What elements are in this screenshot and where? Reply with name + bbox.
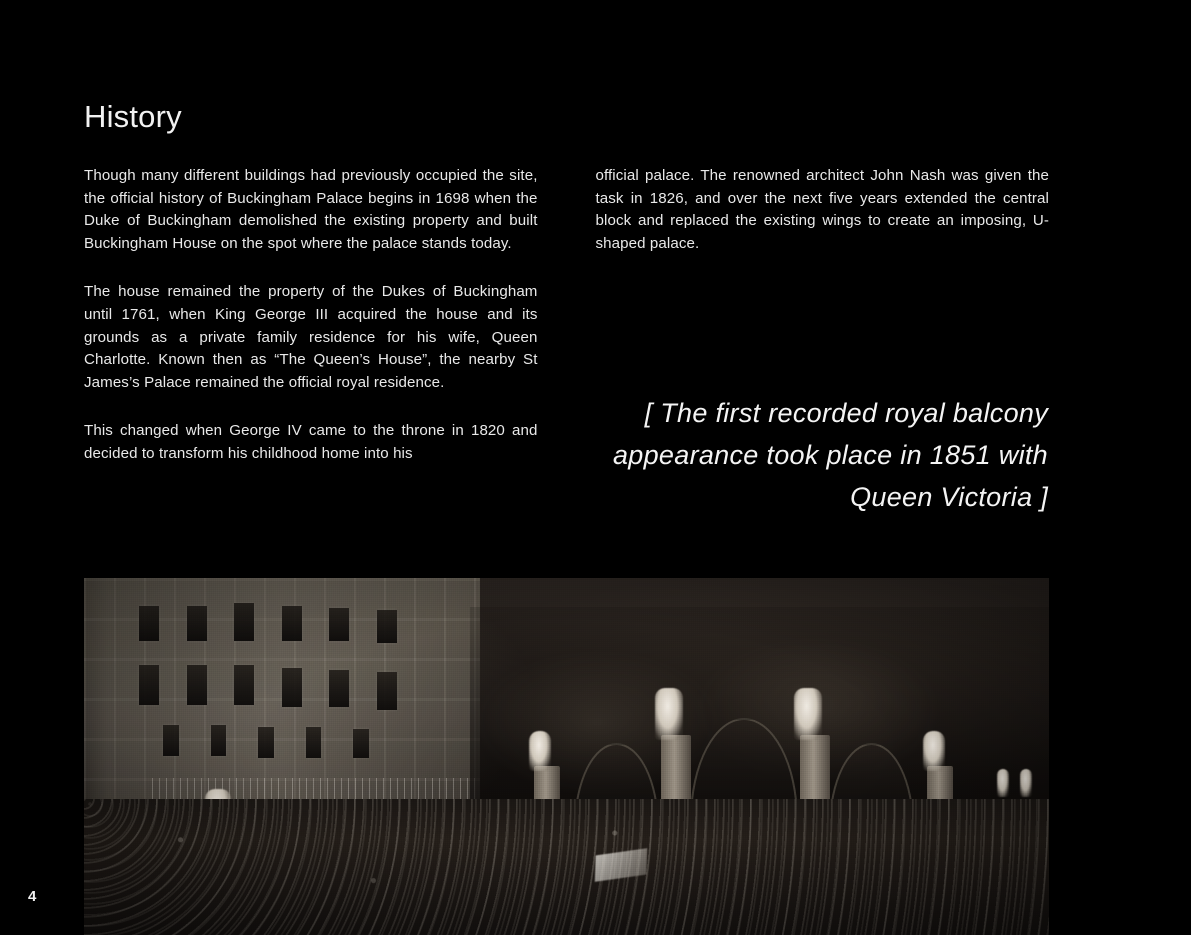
pull-quote: [ The first recorded royal balcony appearance took place in 1851 with Queen Victoria ] xyxy=(612,398,1048,512)
paragraph: Though many different buildings had previously occupied the site, the official history of Buckingham Palace begins in 1698 when the Duke of Buckingham demolished the existing property and built Buckingham House on the spot where the palace stands today. xyxy=(84,167,538,252)
paragraph: This changed when George IV came to the throne in 1820 and decided to transform his childhood home into his xyxy=(84,422,538,462)
historical-photograph xyxy=(84,578,1049,935)
page-number: 4 xyxy=(28,888,37,905)
paragraph: The house remained the property of the Dukes of Buckingham until 1761, when King George III acquired the house and its grounds as a private family residence for his wife, Queen Charlotte. Known then as “The Queen’s House”, the nearby St James’s Palace remained the official royal residence. xyxy=(84,283,538,391)
paragraph: official palace. The renowned architect John Nash was given the task in 1826, and over the next five years extended the central block and replaced the existing wings to create an imposing, U-shaped palace. xyxy=(595,167,1049,252)
column-left xyxy=(84,165,538,466)
photo-vignette xyxy=(84,578,1049,935)
page-title: History xyxy=(84,98,182,134)
